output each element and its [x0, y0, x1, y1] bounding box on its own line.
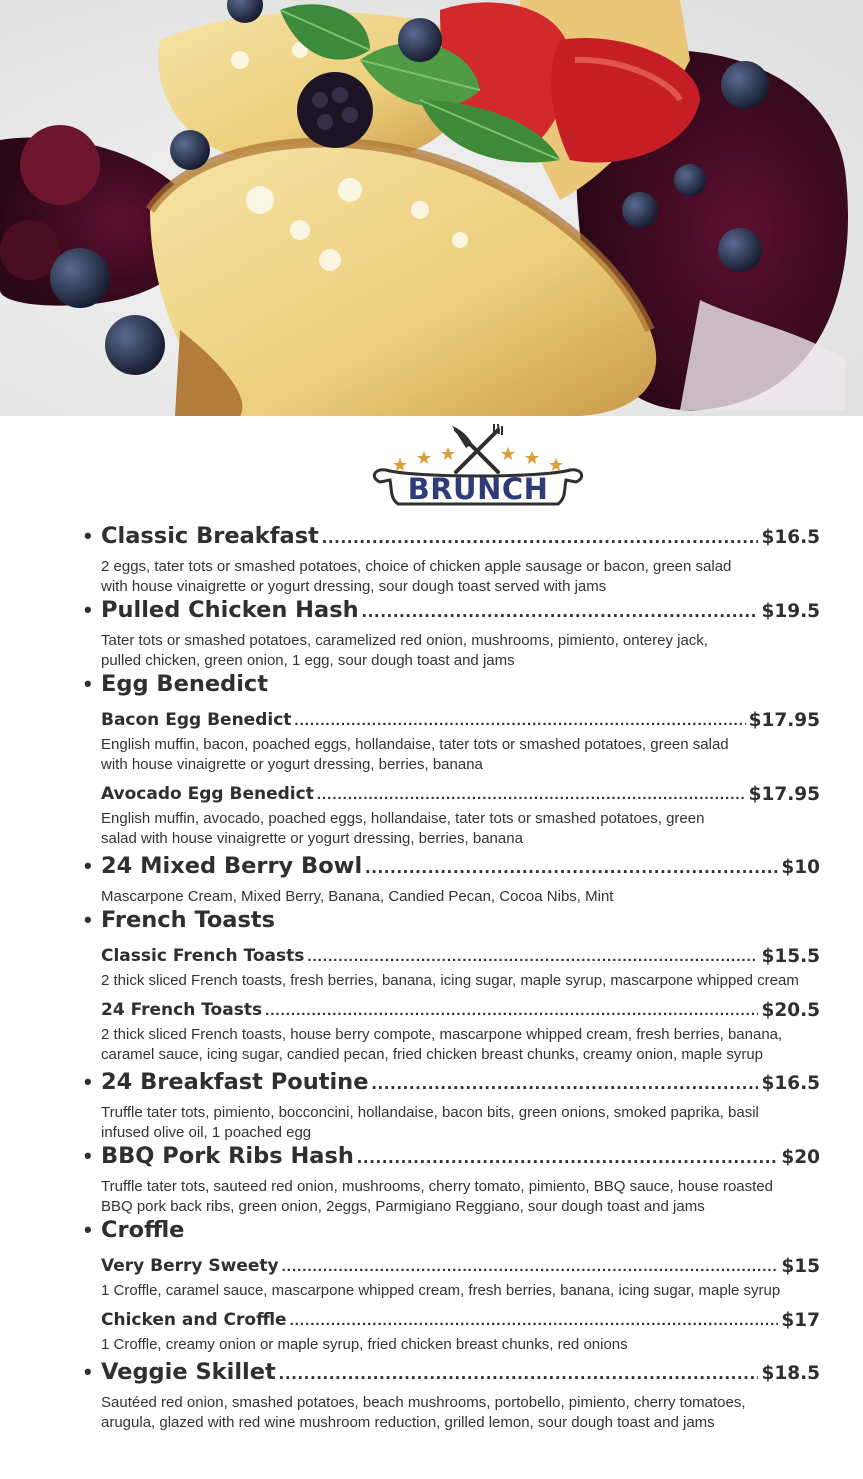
item-price: $19.5	[761, 601, 820, 622]
menu-item-heading	[84, 671, 820, 705]
dot-leader	[365, 857, 778, 879]
dot-leader	[265, 1002, 758, 1019]
item-description	[84, 1393, 820, 1433]
sub-item-heading	[84, 1305, 820, 1335]
item-name: BBQ Pork Ribs Hash	[101, 1143, 354, 1169]
sub-item-name: Avocado Egg Benedict	[101, 784, 314, 804]
item-name: 24 Breakfast Poutine	[101, 1069, 369, 1095]
dot-leader	[307, 948, 758, 965]
description-line: with house vinaigrette or yogurt dressing, sour dough toast served with jams	[101, 578, 607, 595]
menu-list	[84, 523, 820, 1433]
menu-item-heading	[84, 1069, 820, 1103]
sub-item-heading	[84, 995, 820, 1025]
description-line: 1 Croffle, creamy onion or maple syrup, fried chicken breast chunks, red onions	[101, 1336, 628, 1353]
description-line: with house vinaigrette or yogurt dressing, berries, banana	[101, 756, 483, 773]
item-description	[84, 1281, 820, 1301]
item-description	[84, 809, 820, 849]
bullet-icon: •	[84, 523, 92, 548]
bullet-icon: •	[84, 671, 92, 696]
bullet-icon: •	[84, 1359, 92, 1384]
sub-item-price: $20.5	[761, 999, 820, 1021]
bullet-icon: •	[84, 597, 92, 622]
bullet-icon: •	[84, 1143, 92, 1168]
dot-leader	[282, 1258, 779, 1275]
description-line: English muffin, bacon, poached eggs, hollandaise, tater tots or smashed potatoes, green salad	[101, 736, 729, 753]
menu-section	[84, 671, 820, 853]
item-price: $16.5	[761, 1073, 820, 1094]
item-price: $18.5	[761, 1363, 820, 1384]
menu-section	[84, 597, 820, 671]
dot-leader	[362, 601, 759, 623]
description-line: arugula, glazed with red wine mushroom reduction, grilled lemon, sour dough toast and jams	[101, 1414, 715, 1431]
sub-item-name: Bacon Egg Benedict	[101, 710, 292, 730]
item-description	[84, 887, 820, 907]
item-description	[84, 735, 820, 775]
menu-item-heading	[84, 1217, 820, 1251]
french-toast-illustration	[0, 0, 863, 416]
description-line: Truffle tater tots, sauteed red onion, mushrooms, cherry tomato, pimiento, BBQ sauce, house roasted	[101, 1178, 774, 1195]
menu-section	[84, 1069, 820, 1143]
sub-item-heading	[84, 779, 820, 809]
item-description	[84, 557, 820, 597]
item-name: Croffle	[101, 1217, 185, 1243]
item-description	[84, 1335, 820, 1355]
menu-item-heading	[84, 1359, 820, 1393]
description-line: BBQ pork back ribs, green onion, 2eggs, Parmigiano Reggiano, sour dough toast and jams	[101, 1198, 705, 1215]
brunch-logo	[362, 420, 594, 516]
sub-item-heading	[84, 1251, 820, 1281]
hero-photo	[0, 0, 863, 416]
item-name: 24 Mixed Berry Bowl	[101, 853, 363, 879]
item-price: $10	[781, 857, 820, 878]
menu-item-heading	[84, 1143, 820, 1177]
menu-item-heading	[84, 597, 820, 631]
description-line: 1 Croffle, caramel sauce, mascarpone whipped cream, fresh berries, banana, icing sugar, maple syrup	[101, 1282, 781, 1299]
item-description	[84, 1025, 820, 1065]
item-name: Veggie Skillet	[101, 1359, 276, 1385]
dot-leader	[371, 1073, 758, 1095]
menu-section	[84, 523, 820, 597]
item-description	[84, 971, 820, 991]
menu-item-heading	[84, 523, 820, 557]
bullet-icon: •	[84, 853, 92, 878]
sub-item-price: $15.5	[761, 945, 820, 967]
description-line: pulled chicken, green onion, 1 egg, sour dough toast and jams	[101, 652, 515, 669]
item-price: $16.5	[761, 527, 820, 548]
menu-section	[84, 853, 820, 907]
item-price: $20	[781, 1147, 820, 1168]
sub-item-heading	[84, 941, 820, 971]
menu-item-heading	[84, 907, 820, 941]
sub-item-price: $17.95	[748, 709, 820, 731]
sub-item-price: $17.95	[748, 783, 820, 805]
menu-section	[84, 1217, 820, 1359]
description-line: Tater tots or smashed potatoes, caramelized red onion, mushrooms, pimiento, onterey jack,	[101, 632, 708, 649]
bullet-icon: •	[84, 1217, 92, 1242]
item-name: Classic Breakfast	[101, 523, 319, 549]
page-title: BRUNCH	[407, 472, 549, 506]
bullet-icon: •	[84, 1069, 92, 1094]
description-line: infused olive oil, 1 poached egg	[101, 1124, 312, 1141]
menu-section	[84, 1359, 820, 1433]
sub-item-name: Very Berry Sweety	[101, 1256, 279, 1276]
description-line: 2 thick sliced French toasts, fresh berries, banana, icing sugar, maple syrup, mascarpone whipped cream	[101, 972, 799, 989]
sub-item-price: $17	[781, 1309, 820, 1331]
dot-leader	[357, 1147, 778, 1169]
dot-leader	[279, 1363, 759, 1385]
dot-leader	[317, 786, 746, 803]
dot-leader	[322, 527, 759, 549]
description-line: 2 eggs, tater tots or smashed potatoes, choice of chicken apple sausage or bacon, green salad	[101, 558, 732, 575]
item-description	[84, 1103, 820, 1143]
description-line: Sautéed red onion, smashed potatoes, beach mushrooms, portobello, pimiento, cherry tomatoes,	[101, 1394, 746, 1411]
description-line: English muffin, avocado, poached eggs, hollandaise, tater tots or smashed potatoes, green	[101, 810, 705, 827]
sub-item-price: $15	[781, 1255, 820, 1277]
item-name: Pulled Chicken Hash	[101, 597, 359, 623]
bullet-icon: •	[84, 907, 92, 932]
item-name: Egg Benedict	[101, 671, 269, 697]
item-description	[84, 631, 820, 671]
description-line: salad with house vinaigrette or yogurt dressing, berries, banana	[101, 830, 523, 847]
item-name: French Toasts	[101, 907, 276, 933]
sub-item-name: 24 French Toasts	[101, 1000, 263, 1020]
menu-section	[84, 907, 820, 1069]
description-line: 2 thick sliced French toasts, house berry compote, mascarpone whipped cream, fresh berries, banana,	[101, 1026, 783, 1043]
description-line: Truffle tater tots, pimiento, bocconcini, hollandaise, bacon bits, green onions, smoked paprika, basil	[101, 1104, 759, 1121]
sub-item-name: Chicken and Croffle	[101, 1310, 287, 1330]
item-description	[84, 1177, 820, 1217]
dot-leader	[290, 1312, 779, 1329]
sub-item-name: Classic French Toasts	[101, 946, 305, 966]
description-line: Mascarpone Cream, Mixed Berry, Banana, Candied Pecan, Cocoa Nibs, Mint	[101, 888, 614, 905]
menu-item-heading	[84, 853, 820, 887]
dot-leader	[294, 712, 745, 729]
sub-item-heading	[84, 705, 820, 735]
menu-section	[84, 1143, 820, 1217]
description-line: caramel sauce, icing sugar, candied pecan, fried chicken breast chunks, creamy onion, maple syrup	[101, 1046, 764, 1063]
